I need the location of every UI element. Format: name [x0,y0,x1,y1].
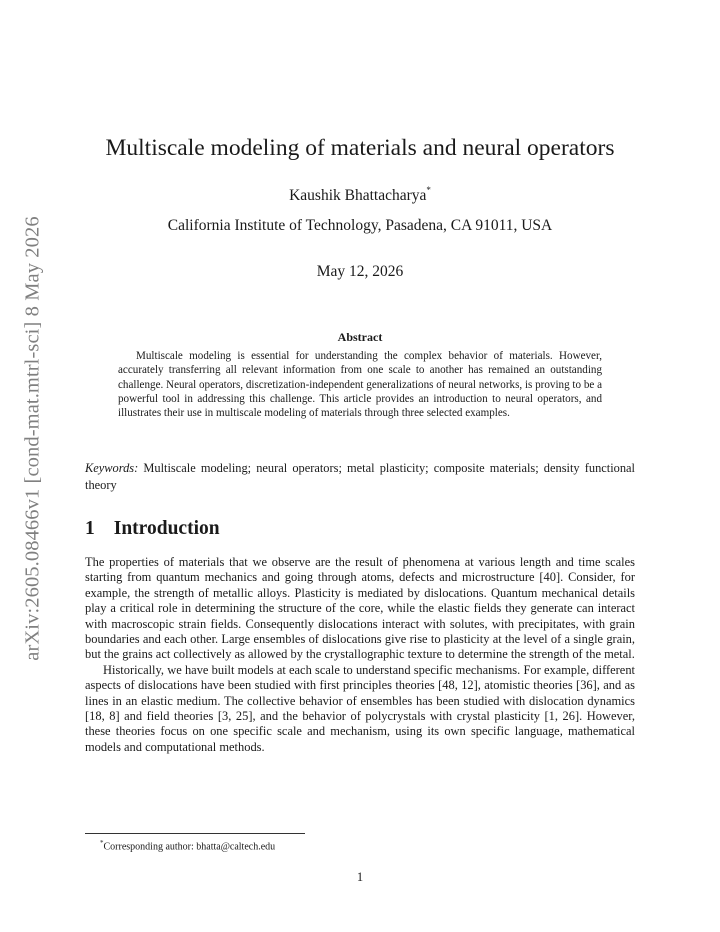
arxiv-sidebar-identifier [18,208,48,668]
paper-date: May 12, 2026 [316,263,404,280]
author-line [60,181,660,206]
paper-title: Multiscale modeling of materials and neural operators [105,135,615,161]
author-name: Kaushik Bhattacharya [289,187,427,205]
page-number: 1 [356,870,364,884]
keywords [85,460,635,493]
section-heading [85,517,220,541]
author-affiliation: California Institute of Technology, Pasadena, CA 91011, USA [167,217,553,234]
arxiv-id-text: arXiv:2605.08466v1 [cond-mat.mtrl-sci] 8 May 2026 [21,215,44,661]
keywords-label: Keywords: [85,461,139,475]
keywords-text: Multiscale modeling; neural operators; metal plasticity; composite materials; density functional theory [85,461,635,492]
author-footnote-mark: * [426,185,431,195]
footnote-text: Corresponding author: bhatta@caltech.edu [103,841,276,853]
section-title: Introduction [113,518,220,539]
body-paragraph: Historically, we have built models at each scale to understand specific mechanisms. For example, different aspects of dislocations have been studied with first principles theories [48, 12], atomistic theories [36], and as lines in an elastic medium. The collective behavior of ensembles has been studied with dislocation dynamics [18, 8] and field theories [3, 25], and the behavior of polycrystals with crystal plasticity [1, 26]. However, these theories focus on one specific scale and mechanism, using its own specific language, mathematical models and computational methods. [85,662,635,754]
section-number: 1 [85,518,95,539]
abstract-heading: Abstract [337,330,383,344]
abstract-text: Multiscale modeling is essential for understanding the complex behavior of materials. However, accurately transferring all relevant information from one scale to another has remained an outstanding challenge. Neural operators, discretization-independent generalizations of neural networks, is proving to be a powerful tool in addressing this challenge. This article provides an introduction to neural operators, and illustrates their use in multiscale modeling of materials through three selected examples. [118,350,602,420]
footnote-mark: * [100,839,104,847]
footnote-rule [85,833,305,834]
body-paragraph: The properties of materials that we observe are the result of phenomena at various length and time scales starting from quantum mechanics and going through atoms, defects and microstructure [40]. Consider, for example, the strength of metallic alloys. Plasticity is mediated by dislocations. Quantum mechanical details play a critical role in determining the structure of the core, while the elastic fields they generate can interact with macroscopic strain fields. Consequently dislocations interact with solutes, with precipitates, with grain boundaries and each other. Large ensembles of dislocations give rise to plasticity at the level of a single grain, but the grains act collectively as allowed by the crystallographic texture to determine the strength of the metal. [85,555,635,662]
section-body [85,555,635,755]
footnote [100,837,275,853]
